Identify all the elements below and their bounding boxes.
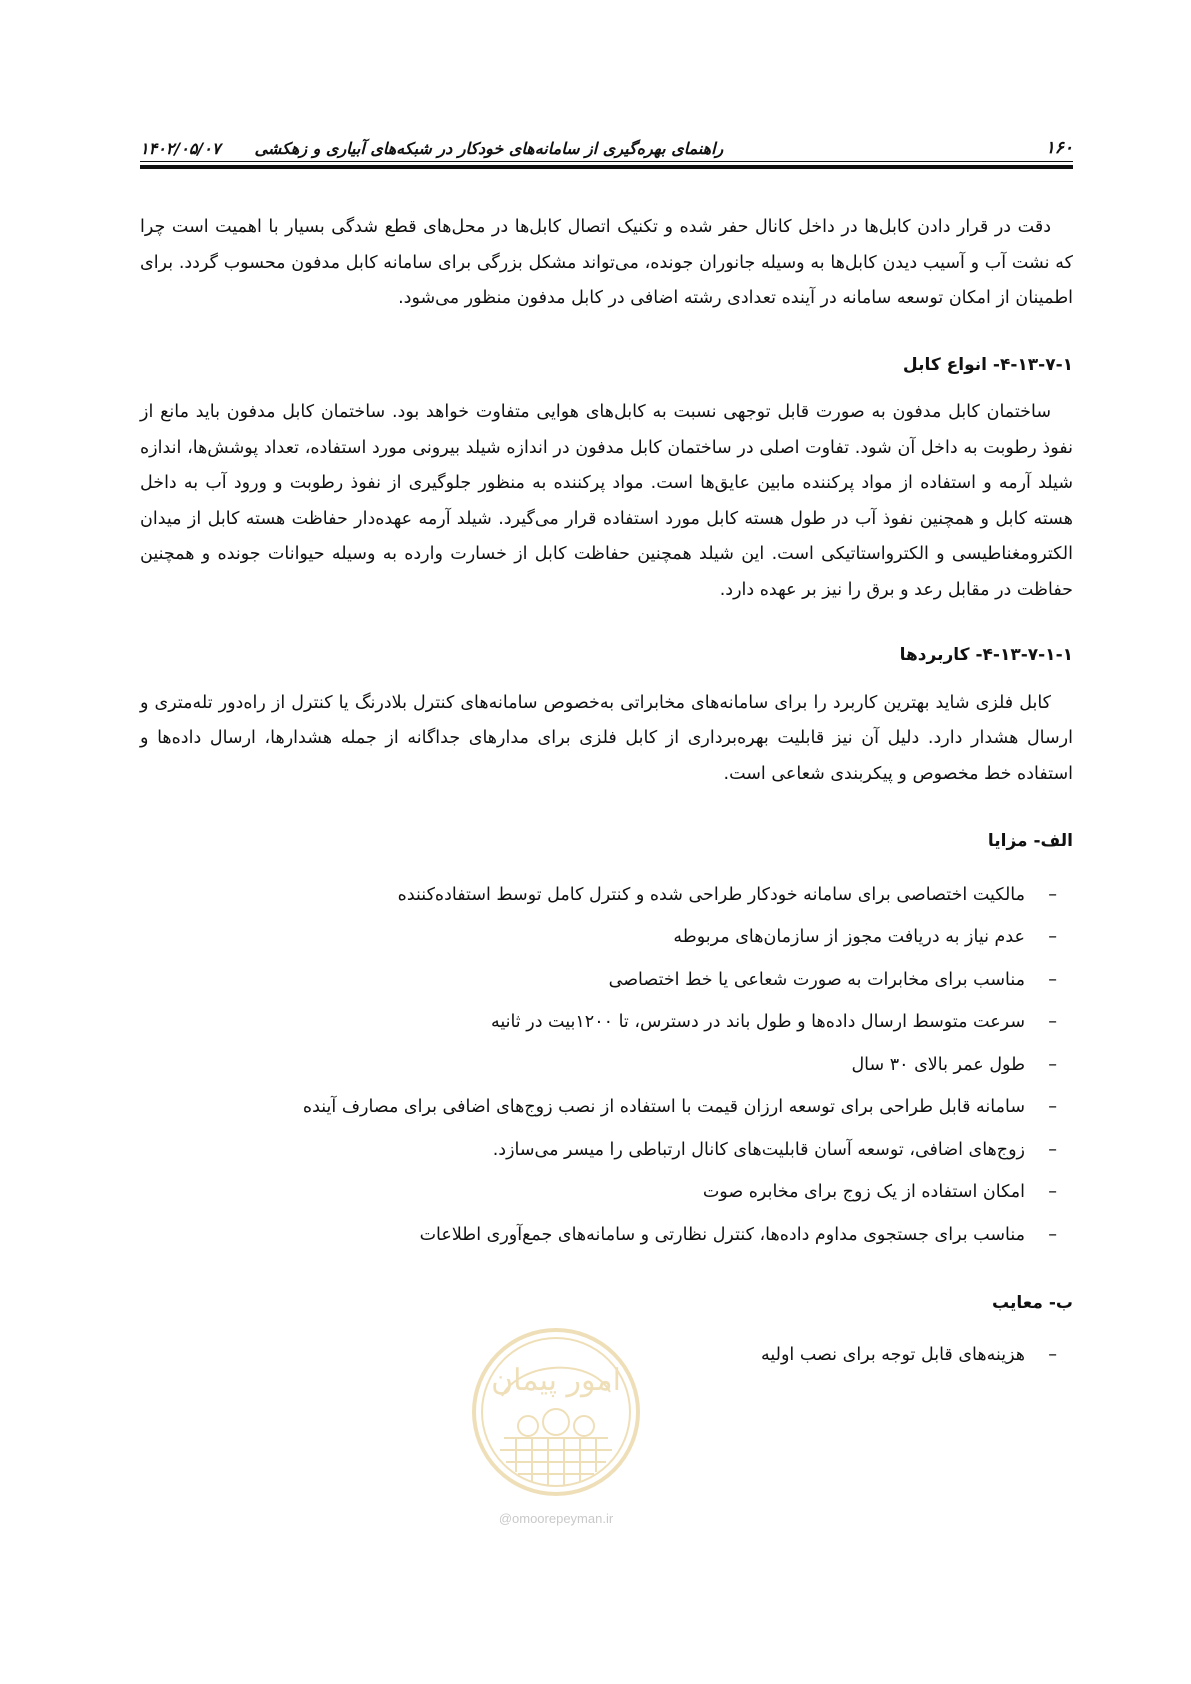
bullet-dash: – xyxy=(1048,1344,1057,1365)
list-item xyxy=(140,1129,1057,1172)
list-item xyxy=(140,1171,1057,1214)
list-item-text: سامانه قابل طراحی برای توسعه ارزان قیمت با استفاده از نصب زوج‌های اضافی برای مصارف آینده xyxy=(302,1097,1025,1117)
list-item-text: طول عمر بالای ۳۰ سال xyxy=(851,1054,1025,1075)
bullet-dash: – xyxy=(1048,1054,1057,1075)
bullet-dash: – xyxy=(1048,969,1057,990)
list-item-text: سرعت متوسط ارسال داده‌ها و طول باند در دسترس، تا ۱۲۰۰بیت در ثانیه xyxy=(490,1012,1025,1032)
watermark-logo xyxy=(470,1326,642,1498)
header-rule-thick xyxy=(140,165,1073,169)
disadvantages-heading: ب- معایب xyxy=(992,1293,1073,1313)
list-item-text: امکان استفاده از یک زوج برای مخابره صوت xyxy=(702,1182,1025,1202)
advantages-list xyxy=(140,874,1073,1257)
list-item xyxy=(140,1044,1057,1087)
list-item-text: مناسب برای جستجوی مداوم داده‌ها، کنترل نظارتی و سامانه‌های جمع‌آوری اطلاعات xyxy=(419,1224,1025,1245)
bullet-dash: – xyxy=(1048,1224,1057,1245)
list-item xyxy=(140,1086,1057,1129)
running-header xyxy=(140,128,1073,158)
bullet-dash: – xyxy=(1048,1182,1057,1202)
intro-paragraph: دقت در قرار دادن کابل‌ها در داخل کانال حفر شده و تکنیک اتصال کابل‌ها در محل‌های قطع شدگی بسیار با اهمیت است چرا که نشت آب و آسیب دیدن کابل‌ها به وسیله جانوران جونده، می‌تواند مشکل بزرگی برای سامانه کابل مدفون محسوب گردد. برای اطمینان از امکان توسعه سامانه در آینده تعدادی رشته اضافی در کابل مدفون منظور می‌شود. xyxy=(140,217,1073,308)
bullet-dash: – xyxy=(1048,1012,1057,1032)
list-item xyxy=(140,959,1057,1002)
section-heading-applications: ۴-۱۳-۷-۱-۱- کاربردها xyxy=(899,645,1073,665)
list-item xyxy=(140,1214,1057,1257)
bullet-dash: – xyxy=(1048,1139,1057,1160)
header-rule-thin xyxy=(140,161,1073,162)
list-item xyxy=(140,916,1057,959)
bullet-dash: – xyxy=(1048,1097,1057,1117)
watermark-logo-text: امور پیمان xyxy=(491,1363,621,1398)
page-content xyxy=(140,210,1073,1376)
section-heading-cable-types: ۴-۱۳-۷-۱- انواع کابل xyxy=(902,354,1073,375)
list-item-text: مالکیت اختصاصی برای سامانه خودکار طراحی شده و کنترل کامل توسط استفاده‌کننده xyxy=(397,884,1025,905)
applications-paragraph: کابل فلزی شاید بهترین کاربرد را برای سامانه‌های مخابراتی به‌خصوص سامانه‌های کنترل بلادرنگ یا کنترل از راه‌دور تله‌متری و ارسال هشدار دارد. دلیل آن نیز قابلیت بهره‌برداری از کابل فلزی برای مدارهای جداگانه از جمله هشدارها، ارسال داده‌ها و استفاده خط مخصوص و پیکربندی شعاعی است. xyxy=(140,692,1073,784)
watermark-url: @omoorepeyman.ir xyxy=(498,1511,614,1526)
list-item-text: هزینه‌های قابل توجه برای نصب اولیه xyxy=(760,1344,1025,1365)
list-item xyxy=(140,1001,1057,1044)
header-title: راهنمای بهره‌گیری از سامانه‌های خودکار در شبکه‌های آبیاری و زهکشی xyxy=(254,139,724,158)
list-item xyxy=(140,874,1057,917)
bullet-dash: – xyxy=(1048,927,1057,947)
list-item-text: مناسب برای مخابرات به صورت شعاعی یا خط اختصاصی xyxy=(608,969,1025,990)
bullet-dash: – xyxy=(1048,884,1057,905)
page-number: ۱۶۰ xyxy=(1045,138,1073,158)
advantages-heading: الف- مزایا xyxy=(987,831,1073,851)
list-item-text: عدم نیاز به دریافت مجوز از سازمان‌های مربوطه xyxy=(673,927,1025,947)
list-item-text: زوج‌های اضافی، توسعه آسان قابلیت‌های کانال ارتباطی را میسر می‌سازد. xyxy=(492,1139,1025,1160)
cable-types-paragraph: ساختمان کابل مدفون به صورت قابل توجهی نسبت به کابل‌های هوایی متفاوت خواهد بود. ساختمان کابل مدفون باید مانع از نفوذ رطوبت به داخل آن شود. تفاوت اصلی در ساختمان کابل مدفون در اندازه شیلد بیرونی مورد استفاده، تعداد پوشش‌ها، اندازه شیلد آرمه و استفاده از مواد پرکننده مابین عایق‌ها است. مواد پرکننده به منظور جلوگیری از نفوذ رطوبت و ورود آب به داخل هسته کابل و همچنین نفوذ آب در طول هسته کابل مورد استفاده قرار می‌گیرد. شیلد آرمه عهده‌دار حفاظت هسته کابل از میدان الکترومغناطیسی و الکترواستاتیکی است. این شیلد همچنین حفاظت کابل از خسارت وارده به وسیله حیوانات جونده و همچنین حفاظت در مقابل رعد و برق را نیز بر عهده دارد. xyxy=(140,402,1073,600)
header-date: ۱۴۰۲/۰۵/۰۷ xyxy=(140,139,221,158)
header-title-group xyxy=(140,139,723,158)
